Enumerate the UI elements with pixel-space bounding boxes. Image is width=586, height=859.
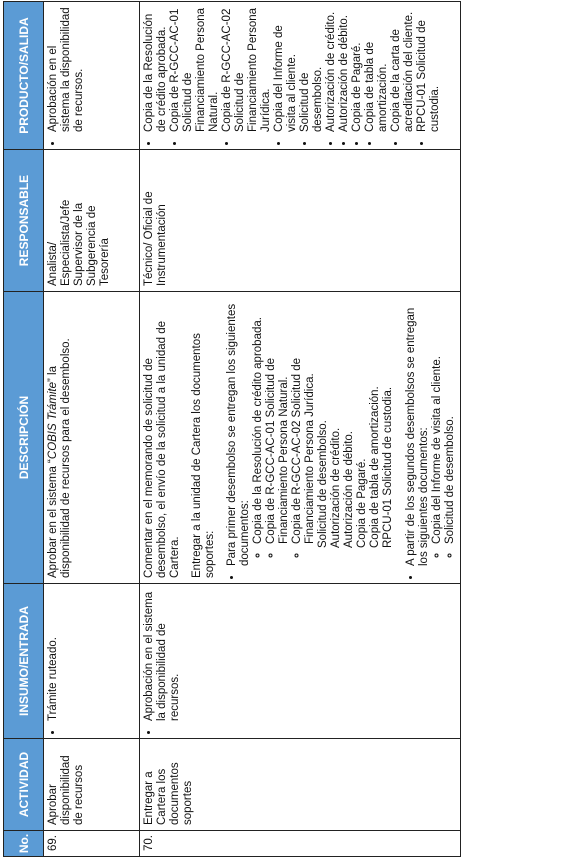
second-disbursement-intro: A partir de los segundos desembolsos se entregan los siguientes documentos:: [405, 307, 430, 566]
system-name: COBIS Trámite: [47, 382, 59, 460]
output-item: • Copia de tabla de amortización.: [364, 7, 390, 132]
output-item: • Copia del Informe de visita al cliente.: [273, 7, 299, 132]
header-insumo: INSUMO/ENTRADA: [4, 584, 44, 739]
input-cell: [140, 584, 461, 739]
output-item: • Aprobación en el sistema la disponibilidad de recursos.: [47, 7, 86, 132]
output-item: • Copia de Pagaré.: [351, 7, 364, 132]
input-item: • Aprobación en el sistema la disponibilidad de recursos.: [143, 589, 182, 721]
activity-cell: Aprobar disponibilidad de recursos: [44, 739, 140, 831]
output-item: • Autorización de crédito.: [325, 7, 338, 132]
list-item: [405, 297, 457, 566]
output-item: • Copia de R-GCC-AC-01 Solicitud de Financiamiento Persona Natural.: [169, 7, 221, 132]
doc-item: Solicitud de desembolso.: [317, 420, 329, 548]
doc-item: ◦ Copia de la Resolución de crédito aprobada.: [252, 297, 265, 544]
header-descripcion: DESCRIPCIÓN: [4, 292, 44, 584]
table-row: [44, 2, 140, 857]
output-cell: [44, 2, 140, 150]
description-text-pre: Aprobar en el sistema “: [47, 459, 59, 578]
header-producto: PRODUCTO/SALIDA: [4, 2, 44, 150]
description-paragraph: Comentar en el memorando de solicitud de desembolso, el envío de la solicitud a la unidad de Cartera.: [143, 320, 181, 578]
description-paragraph: Entregar a la unidad de Cartera los documentos soportes:: [191, 333, 216, 578]
table-row: [140, 2, 461, 857]
doc-item: Autorización de débito.: [343, 431, 355, 548]
doc-item: ◦ Copia del Informe de visita al cliente.: [431, 297, 444, 544]
doc-item: Copia de Pagaré.: [356, 458, 368, 548]
first-disbursement-intro: Para primer desembolso se entregan los siguientes documentos:: [226, 303, 251, 566]
header-no: No.: [4, 831, 44, 857]
output-item: • Autorización de débito.: [338, 7, 351, 132]
output-cell: [140, 2, 461, 150]
activity-cell: Entregar a Cartera los documentos soportes: [140, 739, 461, 831]
description-cell: [44, 292, 140, 584]
header-actividad: ACTIVIDAD: [4, 739, 44, 831]
row-number: 70.: [140, 831, 461, 857]
header-responsable: RESPONSABLE: [4, 150, 44, 292]
description-cell: [140, 292, 461, 584]
responsible-cell: Técnico/ Oficial de Instrumentación: [140, 150, 461, 292]
doc-item: ◦ Solicitud de desembolso.: [444, 297, 457, 544]
row-number: 69.: [44, 831, 140, 857]
list-item: [226, 297, 405, 566]
output-item: • Copia de R-GCC-AC-02 Solicitud de Financiamiento Persona Jurídica.: [221, 7, 273, 132]
doc-item: RPCU-01 Solicitud de custodia.: [382, 386, 394, 548]
doc-item: Autorización de crédito.: [330, 427, 342, 548]
description-text-post: ” la disponibilidad de recursos para el desembolso.: [47, 338, 72, 578]
procedure-table: [3, 1, 461, 857]
input-item: • Trámite ruteado.: [47, 589, 60, 721]
doc-item: Copia de tabla de amortización.: [369, 386, 381, 548]
doc-item: ◦ Copia de R-GCC-AC-02 Solicitud de Financiamiento Persona Jurídica.: [291, 297, 317, 544]
header-row: [4, 2, 44, 857]
input-cell: [44, 584, 140, 739]
output-item: • Copia de la Resolución de crédito aprobada.: [143, 7, 169, 132]
responsible-cell: Analista/ Especialista/Jefe Supervisor de la Subgerencia de Tesorería: [44, 150, 140, 292]
output-item: • Solicitud de desembolso.: [299, 7, 325, 132]
doc-item: ◦ Copia de R-GCC-AC-01 Solicitud de Financiamiento Persona Natural.: [265, 297, 291, 544]
output-item: • Copia de la carta de acreditación del cliente.: [390, 7, 416, 132]
output-item: • RPCU-01 Solicitud de custodia.: [416, 7, 442, 132]
